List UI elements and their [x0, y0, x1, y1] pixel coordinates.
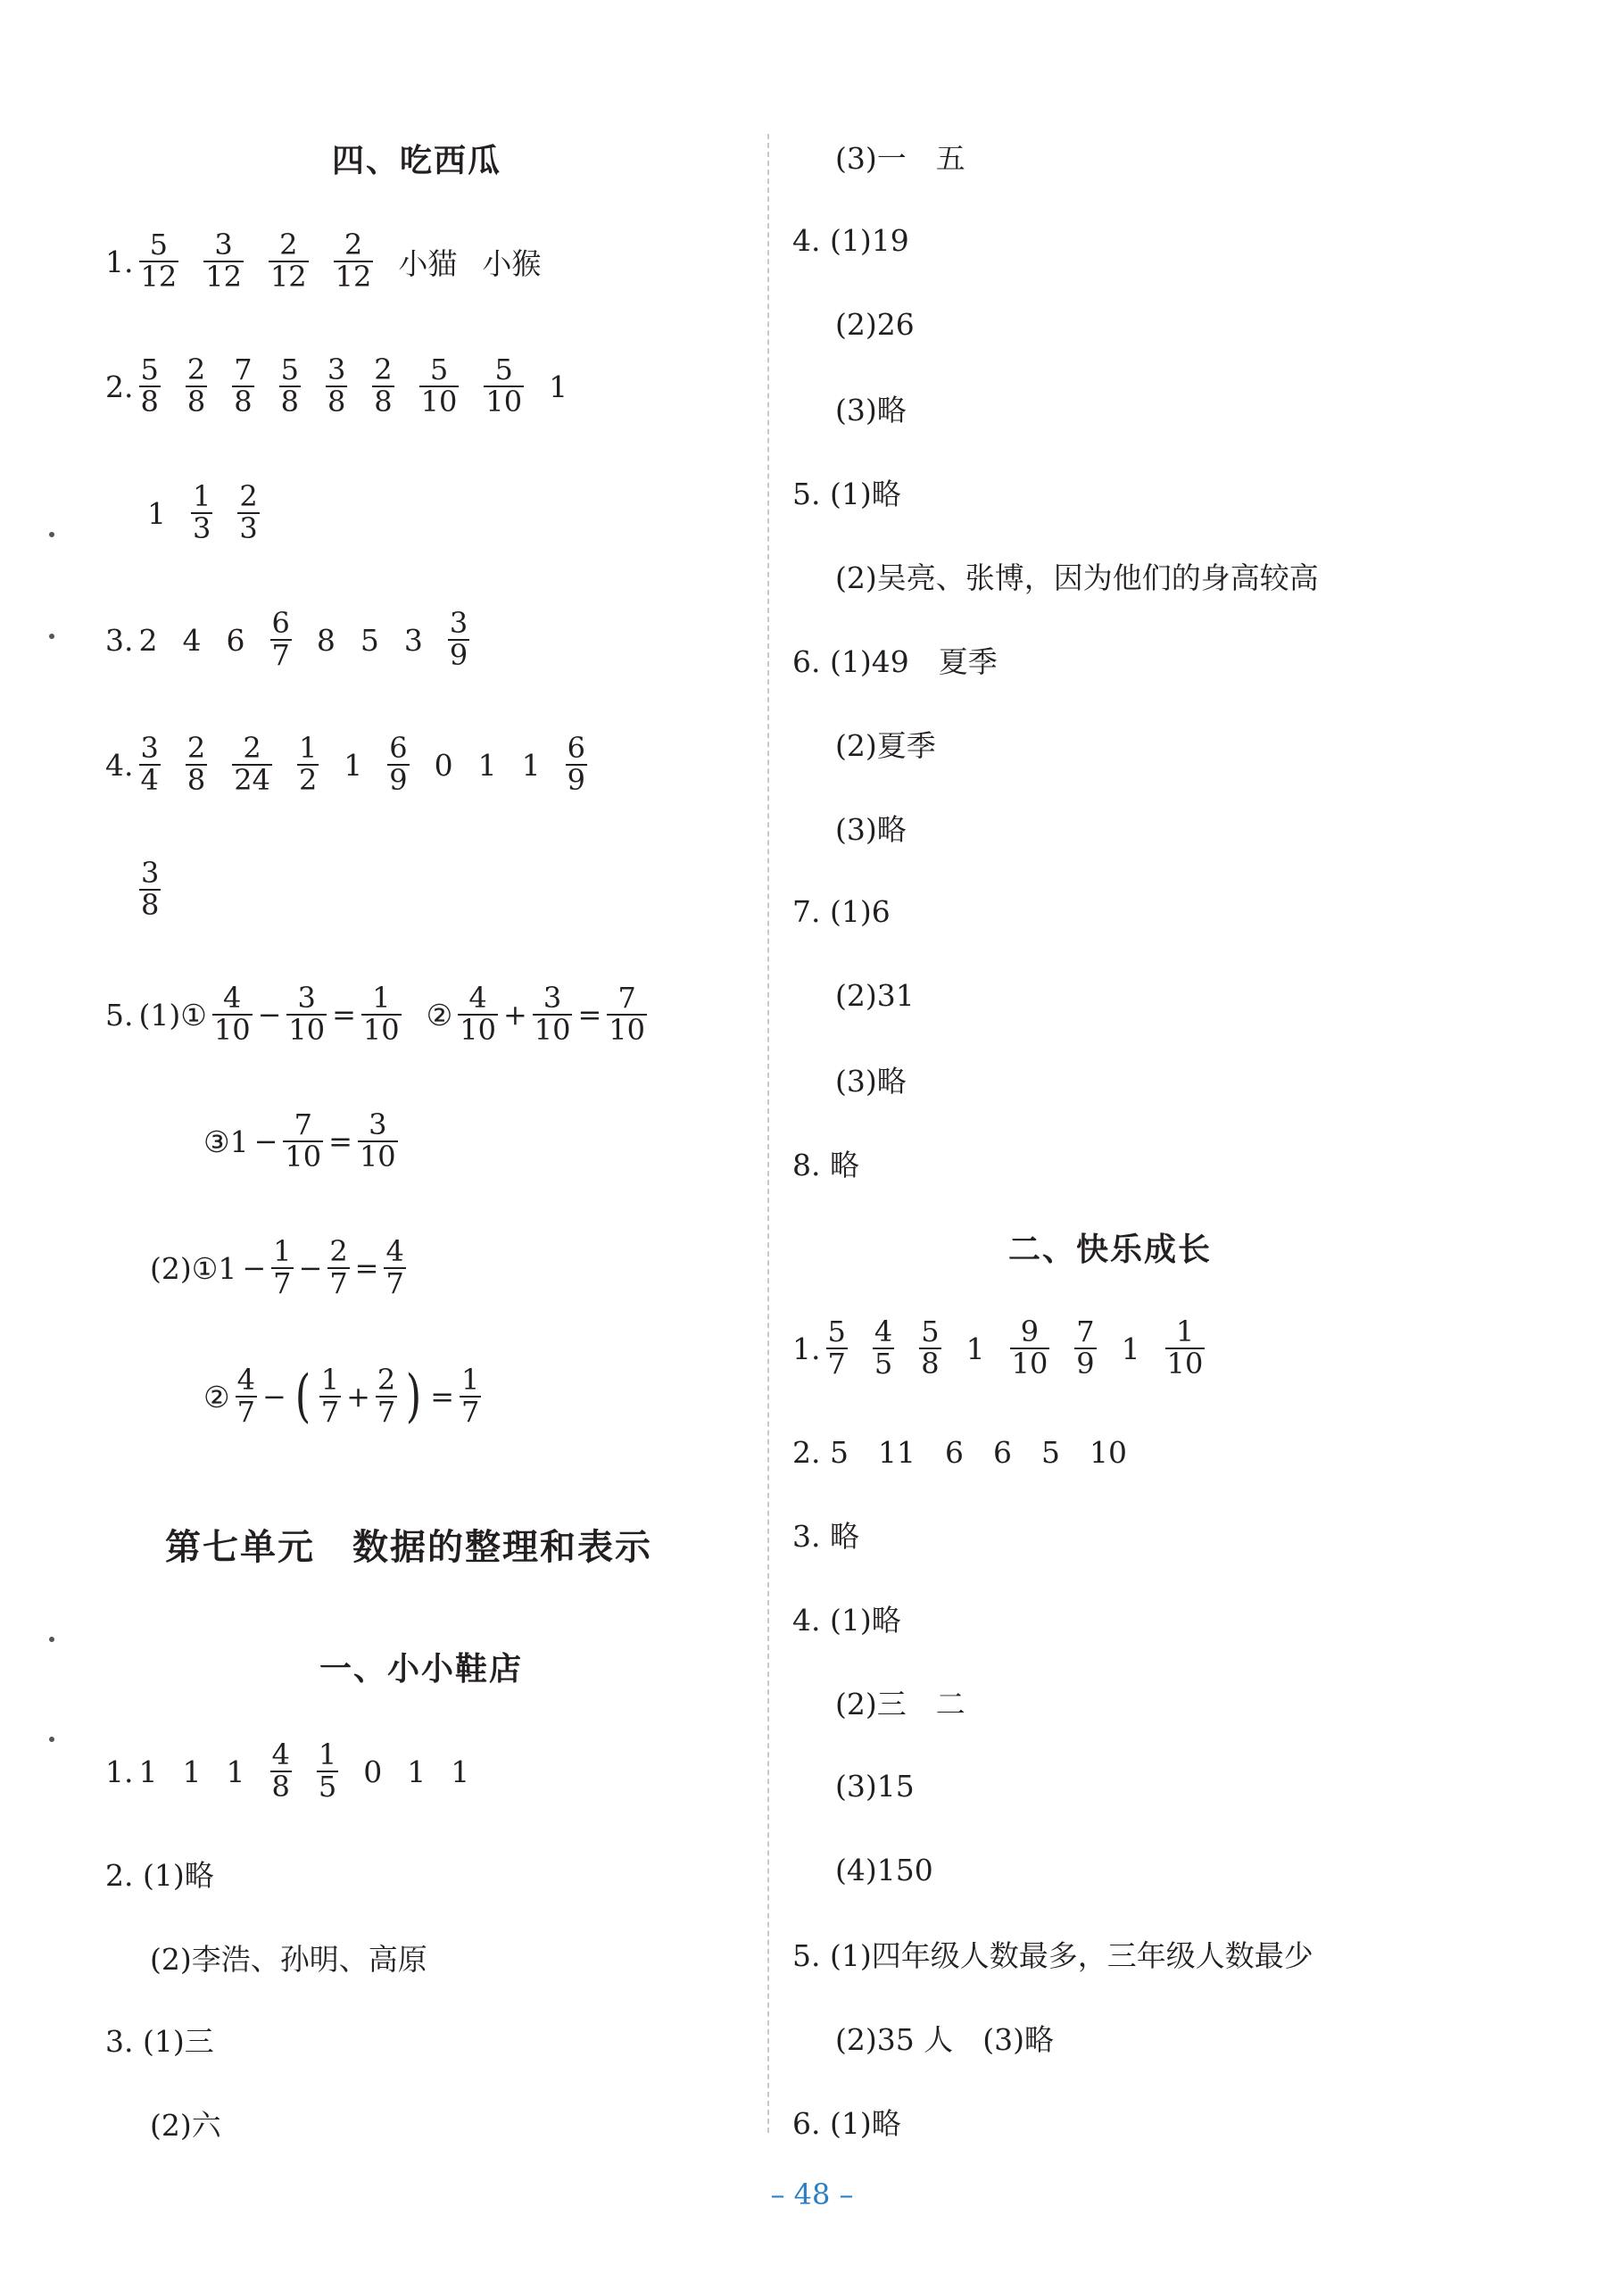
fraction: $\frac{6}{9}$	[389, 731, 408, 797]
answer-line: (3)15	[835, 1768, 915, 1804]
answer-line: (2)35 人 (3)略	[835, 2021, 1054, 2057]
fraction: $\frac{3}{9}$	[449, 606, 468, 672]
answer-number: 1	[138, 1754, 158, 1789]
margin-mark	[49, 1737, 54, 1742]
answer-line: 5. (1)四年级人数最多，三年级人数最少	[792, 1937, 1313, 1973]
margin-mark	[49, 1637, 54, 1642]
fraction: $\frac{5}{10}$	[485, 353, 523, 419]
answer-number: 2	[138, 622, 158, 658]
answer-line: (2)夏季	[835, 727, 936, 763]
answer-word: 小猫	[398, 245, 458, 281]
page-number: – 48 –	[770, 2177, 854, 2211]
operator: −	[257, 998, 282, 1032]
answer-line-u3-1: 3. (1)三	[105, 2023, 214, 2059]
question-number: 5.	[105, 997, 134, 1033]
answer-line: (3)略	[835, 811, 907, 847]
sub-question-label: (2)①1	[150, 1250, 237, 1286]
answer-line: 7. (1)6	[792, 893, 891, 929]
question-number: 1.	[105, 244, 134, 279]
answer-line: 4. (1)19	[792, 222, 909, 258]
answer-line: 4. (1)略	[792, 1602, 901, 1638]
fraction: $\frac{1}{2}$	[298, 731, 318, 797]
margin-mark	[49, 634, 54, 639]
answer-line-q5-2-2	[203, 1365, 506, 1428]
answer-line: (4)150	[835, 1852, 933, 1887]
operator: −	[242, 1251, 267, 1285]
fraction: $\frac{6}{7}$	[271, 606, 290, 672]
answer-line-q2-cont	[147, 479, 285, 545]
fraction: $\frac{5}{8}$	[280, 353, 299, 419]
answer-line-u2-2: (2)李浩、孙明、高原	[150, 1941, 427, 1977]
question-number: 2.	[105, 369, 134, 404]
fraction: $\frac{2}{12}$	[269, 228, 307, 294]
section-title-eat-watermelon: 四、吃西瓜	[332, 142, 502, 179]
fraction: $\frac{5}{8}$	[140, 353, 159, 419]
answer-line-q4	[105, 731, 612, 797]
question-number: 3.	[105, 622, 134, 658]
answer-line: (2)三 二	[835, 1686, 965, 1721]
operator: +	[346, 1380, 370, 1414]
fraction: $\frac{6}{9}$	[567, 731, 586, 797]
fraction: $\frac{2}{3}$	[239, 479, 258, 545]
answer-line-q1	[105, 230, 566, 293]
fraction: $\frac{3}{8}$	[141, 856, 160, 922]
answer-number: 1	[965, 1331, 985, 1366]
answer-word: 小猴	[482, 245, 542, 281]
answer-line-q5-2	[150, 1234, 431, 1300]
operator: −	[298, 1251, 323, 1285]
equals-sign: =	[328, 1124, 352, 1158]
fraction: $\frac{1}{7}$	[461, 1363, 480, 1429]
answer-line-q5-1-3	[203, 1107, 423, 1174]
fraction: $\frac{5}{12}$	[140, 228, 178, 294]
circled-number: ③1	[203, 1124, 249, 1159]
answer-line-q5-1	[105, 983, 672, 1046]
margin-mark	[49, 532, 54, 537]
answer-number: 6	[226, 622, 245, 658]
fraction: $\frac{1}{5}$	[318, 1738, 337, 1804]
question-number: 4.	[105, 747, 134, 783]
answer-number: 1	[407, 1754, 427, 1789]
answer-line: (2)31	[835, 977, 915, 1013]
fraction: $\frac{9}{10}$	[1011, 1315, 1048, 1381]
fraction: $\frac{1}{7}$	[273, 1234, 292, 1300]
fraction: $\frac{2}{7}$	[377, 1363, 396, 1429]
fraction: $\frac{7}{10}$	[609, 981, 645, 1047]
answer-line: (2)26	[835, 306, 915, 342]
sub-question-label: (1)①	[138, 997, 207, 1033]
answer-line: (2)吴亮、张博，因为他们的身高较高	[835, 560, 1319, 595]
fraction: $\frac{3}{10}$	[359, 1107, 396, 1174]
answer-line-q2	[105, 355, 592, 418]
fraction: $\frac{1}{3}$	[193, 479, 211, 545]
answer-number: 0	[363, 1754, 383, 1789]
answer-number: 5	[360, 622, 379, 658]
fraction: $\frac{2}{7}$	[329, 1234, 348, 1300]
circled-number: ②	[203, 1379, 230, 1414]
equals-sign: =	[354, 1251, 379, 1285]
question-number: 1.	[792, 1331, 821, 1366]
circled-number: ②	[426, 997, 453, 1033]
fraction: $\frac{5}{8}$	[921, 1315, 940, 1381]
answer-number: 4	[182, 622, 202, 658]
column-divider	[767, 134, 769, 2133]
answer-number: 1	[549, 369, 568, 404]
answer-line-u2-1: 2. (1)略	[105, 1857, 214, 1893]
answer-number: 1	[1121, 1331, 1140, 1366]
equals-sign: =	[577, 998, 602, 1032]
fraction: $\frac{7}{10}$	[285, 1107, 322, 1174]
answer-line: (3)一 五	[835, 140, 965, 176]
answer-number: 1	[226, 1754, 245, 1789]
section-title-happy-growth: 二、快乐成长	[1008, 1231, 1213, 1268]
answer-line-q3	[105, 606, 494, 672]
fraction: $\frac{4}{7}$	[385, 1234, 404, 1300]
question-number: 1.	[105, 1754, 134, 1789]
fraction: $\frac{3}{8}$	[327, 353, 346, 419]
answer-line: 2. 5 11 6 6 5 10	[792, 1434, 1127, 1470]
answer-number: 1	[344, 747, 363, 783]
answer-number: 1	[477, 747, 497, 783]
fraction: $\frac{3}{4}$	[140, 731, 159, 797]
left-parenthesis: (	[294, 1364, 311, 1430]
operator: −	[261, 1380, 286, 1414]
operator: −	[253, 1124, 278, 1158]
fraction: $\frac{5}{7}$	[827, 1315, 846, 1381]
answer-line: (3)略	[835, 392, 907, 427]
answer-line-u3-2: (2)六	[150, 2107, 221, 2143]
answer-number: 1	[521, 747, 541, 783]
fraction: $\frac{4}{10}$	[460, 981, 496, 1047]
answer-line: 6. (1)49 夏季	[792, 643, 998, 679]
section-title-shoe-store: 一、小小鞋店	[319, 1650, 524, 1688]
equals-sign: =	[430, 1380, 455, 1414]
answer-number: 3	[403, 622, 423, 658]
fraction: $\frac{7}{9}$	[1076, 1315, 1095, 1381]
answer-number: 1	[147, 495, 166, 531]
fraction: $\frac{2}{8}$	[186, 353, 206, 419]
fraction: $\frac{3}{10}$	[288, 981, 326, 1047]
fraction: $\frac{4}{10}$	[213, 981, 251, 1047]
answer-number: 0	[434, 747, 453, 783]
fraction: $\frac{2}{12}$	[335, 228, 372, 294]
answer-number: 1	[451, 1754, 470, 1789]
fraction: $\frac{4}{5}$	[874, 1315, 893, 1381]
fraction: $\frac{4}{8}$	[271, 1738, 290, 1804]
answer-number: 1	[182, 1754, 202, 1789]
right-parenthesis: )	[406, 1364, 422, 1430]
answer-line: 5. (1)略	[792, 476, 901, 511]
answer-line: 8. 略	[792, 1147, 859, 1182]
answer-line-k1	[792, 1317, 1230, 1380]
answer-line: 6. (1)略	[792, 2105, 901, 2141]
fraction: $\frac{7}{8}$	[234, 353, 253, 419]
fraction: $\frac{3}{12}$	[205, 228, 242, 294]
answer-number: 8	[316, 622, 336, 658]
fraction: $\frac{2}{8}$	[186, 731, 206, 797]
fraction: $\frac{1}{10}$	[362, 981, 400, 1047]
fraction: $\frac{3}{10}$	[534, 981, 571, 1047]
fraction: $\frac{2}{24}$	[234, 731, 270, 797]
fraction: $\frac{4}{7}$	[236, 1363, 255, 1429]
answer-line: 3. 略	[792, 1518, 859, 1554]
fraction: $\frac{2}{8}$	[374, 353, 393, 419]
fraction: $\frac{1}{10}$	[1166, 1315, 1204, 1381]
unit-title: 第七单元 数据的整理和表示	[165, 1526, 652, 1568]
operator: +	[502, 998, 527, 1032]
fraction: $\frac{1}{7}$	[320, 1363, 340, 1429]
equals-sign: =	[332, 998, 356, 1032]
answer-line: (3)略	[835, 1063, 907, 1099]
fraction: $\frac{5}{10}$	[420, 353, 458, 419]
answer-line-q4-cont	[139, 858, 186, 921]
answer-line-u1	[105, 1740, 494, 1803]
